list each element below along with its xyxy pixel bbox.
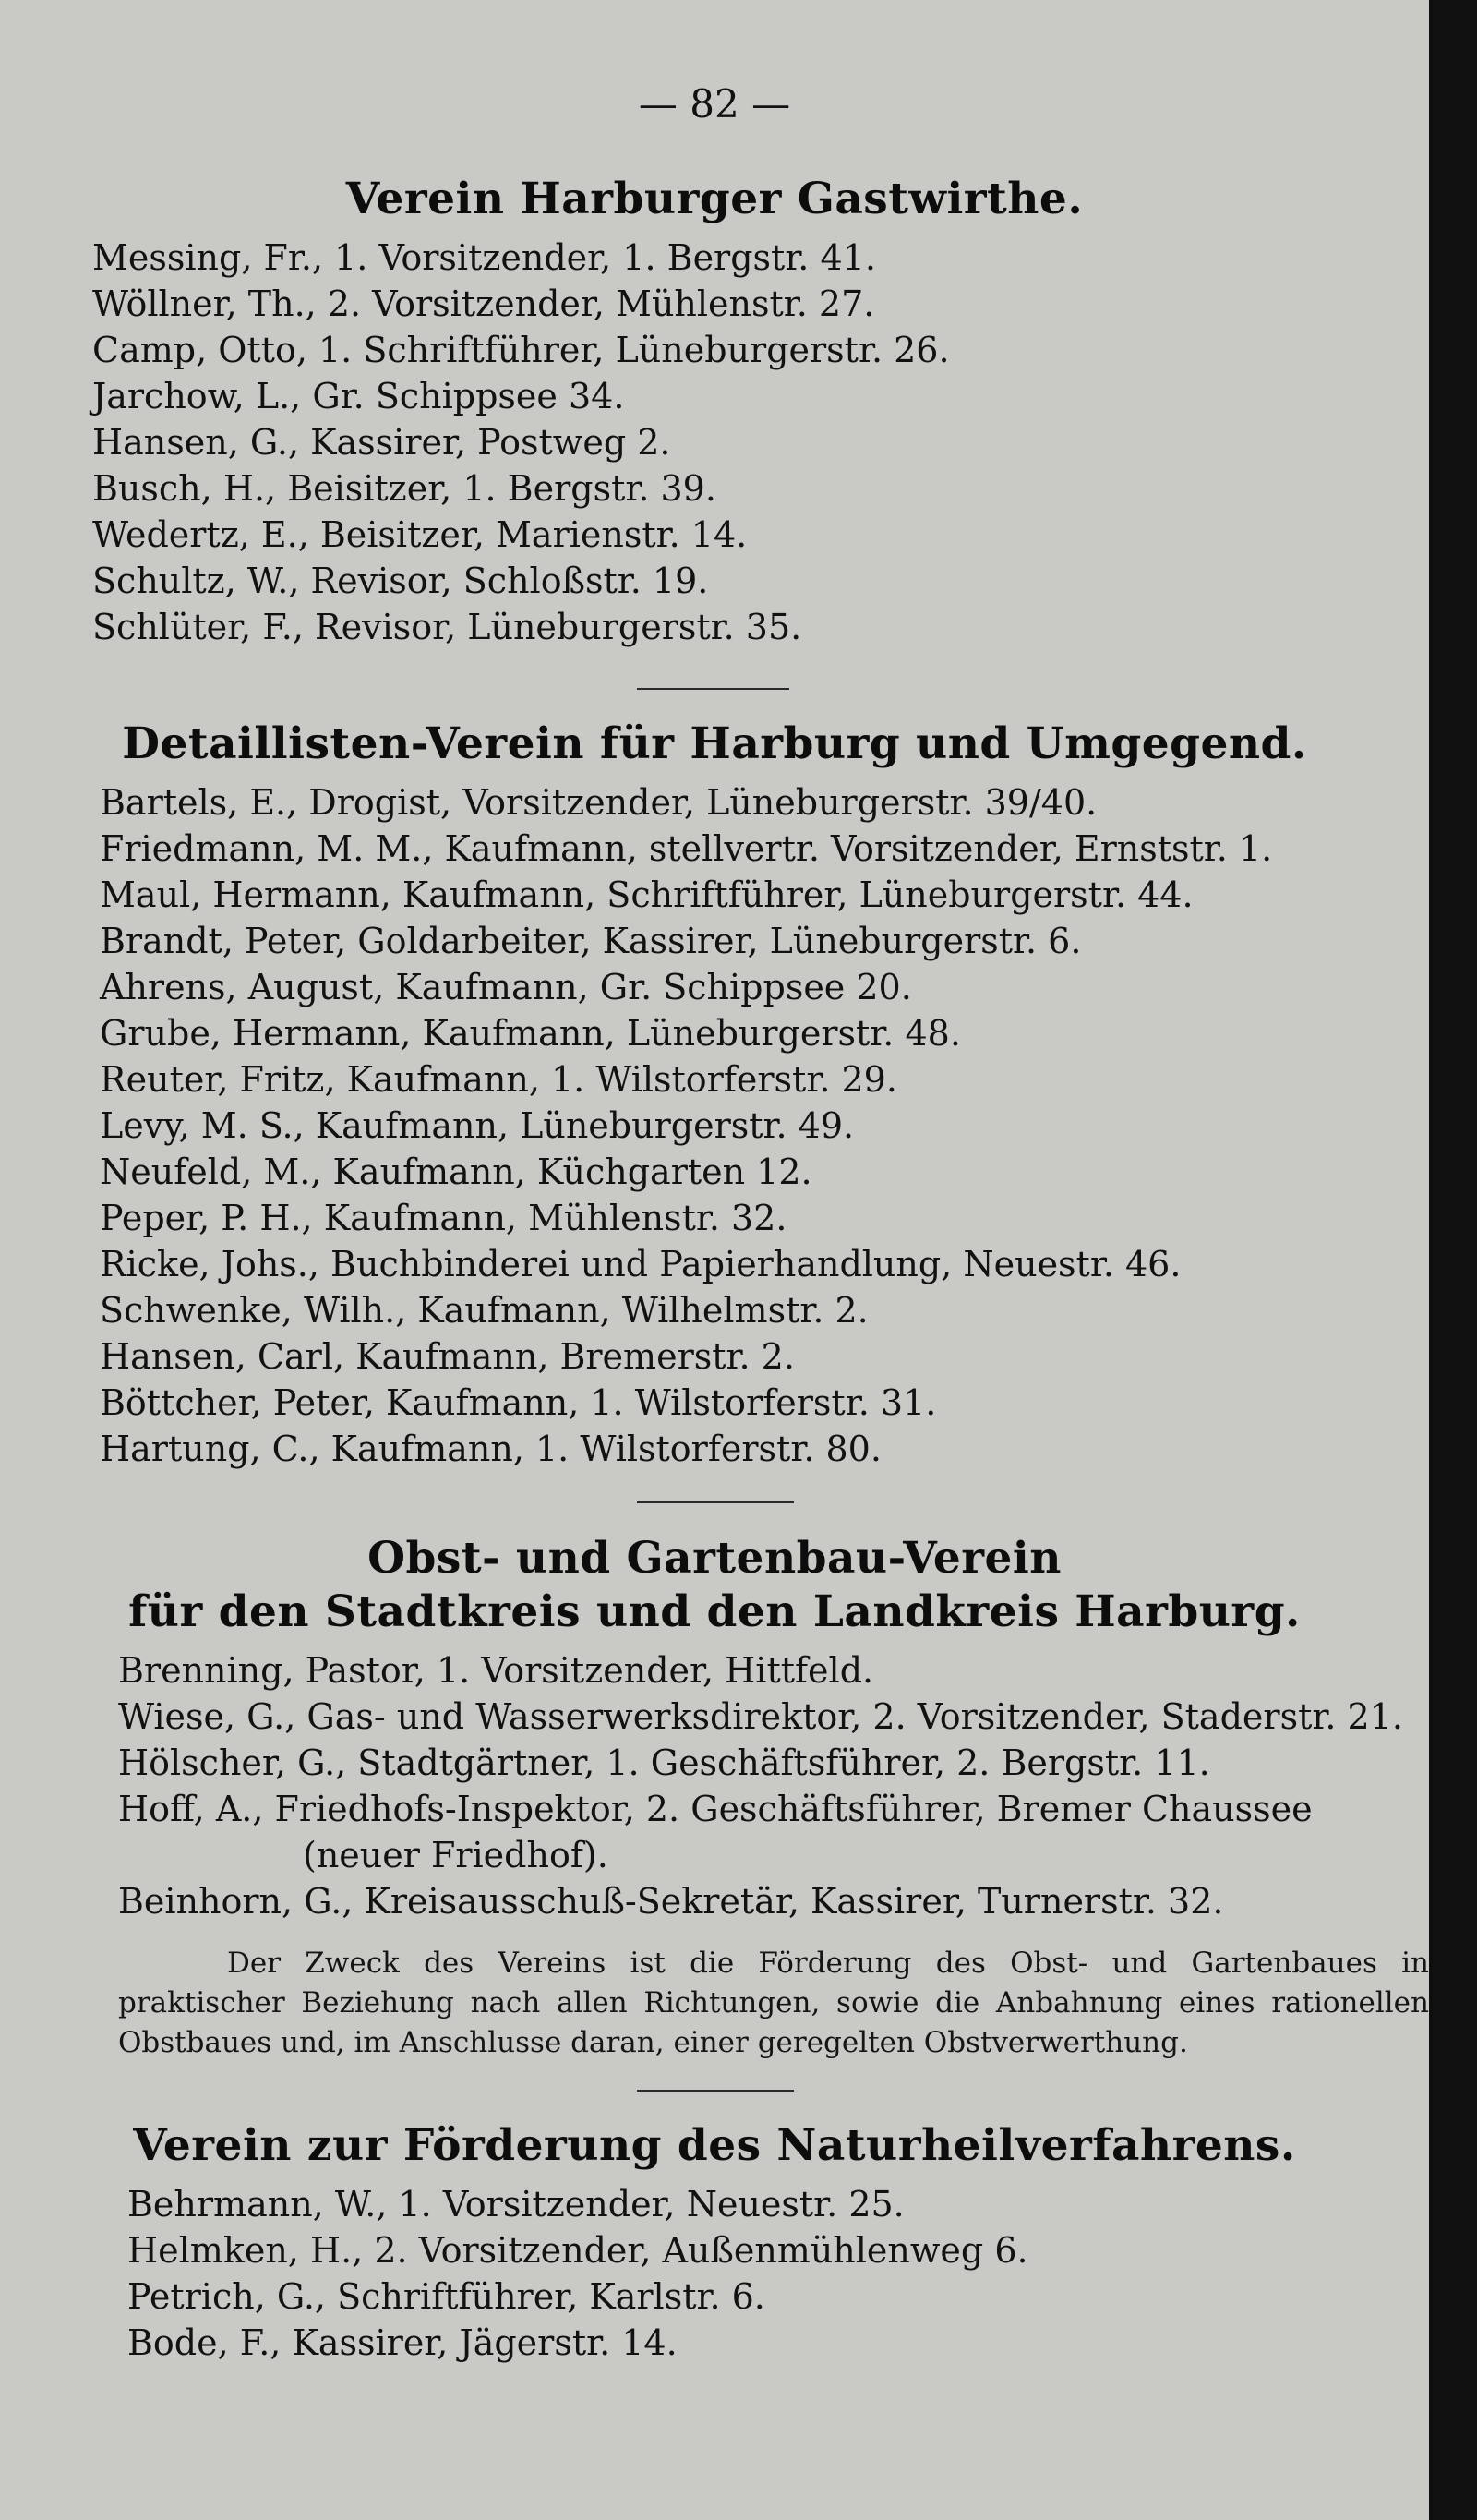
section-divider xyxy=(637,688,789,690)
section-subheading: für den Stadtkreis und den Landkreis Harburg. xyxy=(128,1586,1301,1637)
member-entry: Wöllner, Th., 2. Vorsitzender, Mühlenstr. 27. xyxy=(92,283,875,324)
member-entry: Schlüter, F., Revisor, Lüneburgerstr. 35. xyxy=(92,607,802,647)
member-entry: Böttcher, Peter, Kaufmann, 1. Wilstorferstr. 31. xyxy=(100,1382,937,1423)
member-entry: Busch, H., Beisitzer, 1. Bergstr. 39. xyxy=(92,468,716,509)
section-divider xyxy=(637,2090,794,2092)
member-entry: Hölscher, G., Stadtgärtner, 1. Geschäftsführer, 2. Bergstr. 11. xyxy=(118,1742,1210,1783)
association-purpose-note: Der Zweck des Vereins ist die Förderung des Obst- und Gartenbaues in praktischer Beziehung nach allen Richtungen, sowie die Anbahnung eines rationellen Obstbaues und, im Anschlusse daran, einer geregelten Obstverwerthung. xyxy=(118,1947,1429,2059)
member-entry: Maul, Hermann, Kaufmann, Schriftführer, Lüneburgerstr. 44. xyxy=(100,874,1194,915)
member-list xyxy=(0,779,1429,1472)
member-entry: Petrich, G., Schriftführer, Karlstr. 6. xyxy=(127,2276,765,2317)
member-entry: Jarchow, L., Gr. Schippsee 34. xyxy=(92,376,625,416)
section-detaillisten xyxy=(0,718,1429,1472)
member-list xyxy=(0,235,1429,650)
member-entry: Brandt, Peter, Goldarbeiter, Kassirer, Lüneburgerstr. 6. xyxy=(100,921,1082,961)
member-entry: Hoff, A., Friedhofs-Inspektor, 2. Geschäftsführer, Bremer Chaussee xyxy=(118,1789,1313,1829)
member-entry: Wiese, G., Gas- und Wasserwerksdirektor, 2. Vorsitzender, Staderstr. 21. xyxy=(118,1696,1403,1737)
section-obstbau xyxy=(0,1533,1429,1924)
member-entry: Bode, F., Kassirer, Jägerstr. 14. xyxy=(127,2322,678,2363)
member-entry: Behrmann, W., 1. Vorsitzender, Neuestr. 25. xyxy=(127,2184,905,2225)
member-entry: Friedmann, M. M., Kaufmann, stellvertr. Vorsitzender, Ernststr. 1. xyxy=(100,828,1273,869)
member-entry: Peper, P. H., Kaufmann, Mühlenstr. 32. xyxy=(100,1198,787,1238)
member-entry: Brenning, Pastor, 1. Vorsitzender, Hittfeld. xyxy=(118,1650,874,1691)
section-heading: Obst- und Gartenbau-Verein xyxy=(367,1533,1062,1584)
member-entry: Beinhorn, G., Kreisausschuß-Sekretär, Kassirer, Turnerstr. 32. xyxy=(118,1881,1224,1922)
member-entry: Messing, Fr., 1. Vorsitzender, 1. Bergstr. 41. xyxy=(92,237,876,278)
member-entry: Schultz, W., Revisor, Schloßstr. 19. xyxy=(92,561,709,601)
section-heading: Detaillisten-Verein für Harburg und Umgegend. xyxy=(122,718,1307,769)
member-list xyxy=(0,2181,1429,2366)
section-heading: Verein zur Förderung des Naturheilverfahrens. xyxy=(133,2120,1296,2171)
member-entry: Levy, M. S., Kaufmann, Lüneburgerstr. 49. xyxy=(100,1105,855,1146)
member-entry: Grube, Hermann, Kaufmann, Lüneburgerstr. 48. xyxy=(100,1013,961,1054)
section-heading: Verein Harburger Gastwirthe. xyxy=(345,174,1084,224)
page-number: — 82 — xyxy=(638,81,791,127)
member-entry: Reuter, Fritz, Kaufmann, 1. Wilstorferstr. 29. xyxy=(100,1059,897,1100)
member-entry: Helmken, H., 2. Vorsitzender, Außenmühlenweg 6. xyxy=(127,2230,1028,2271)
member-entry: Ricke, Johs., Buchbinderei und Papierhandlung, Neuestr. 46. xyxy=(100,1244,1182,1284)
member-entry-continuation: (neuer Friedhof). xyxy=(303,1835,608,1875)
member-list xyxy=(0,1647,1429,1924)
section-gastwirthe xyxy=(0,174,1429,650)
section-naturheil xyxy=(0,2120,1429,2366)
member-entry: Ahrens, August, Kaufmann, Gr. Schippsee 20. xyxy=(100,967,912,1007)
scan-border xyxy=(1433,0,1477,2520)
member-entry: Hansen, G., Kassirer, Postweg 2. xyxy=(92,422,671,463)
member-entry: Camp, Otto, 1. Schriftführer, Lüneburgerstr. 26. xyxy=(92,330,950,370)
member-entry: Neufeld, M., Kaufmann, Küchgarten 12. xyxy=(100,1151,812,1192)
section-divider xyxy=(637,1501,794,1503)
member-entry: Schwenke, Wilh., Kaufmann, Wilhelmstr. 2. xyxy=(100,1290,869,1331)
member-entry: Hansen, Carl, Kaufmann, Bremerstr. 2. xyxy=(100,1336,795,1377)
member-entry: Wedertz, E., Beisitzer, Marienstr. 14. xyxy=(92,514,748,555)
member-entry: Bartels, E., Drogist, Vorsitzender, Lüneburgerstr. 39/40. xyxy=(100,782,1098,823)
member-entry: Hartung, C., Kaufmann, 1. Wilstorferstr. 80. xyxy=(100,1429,882,1469)
